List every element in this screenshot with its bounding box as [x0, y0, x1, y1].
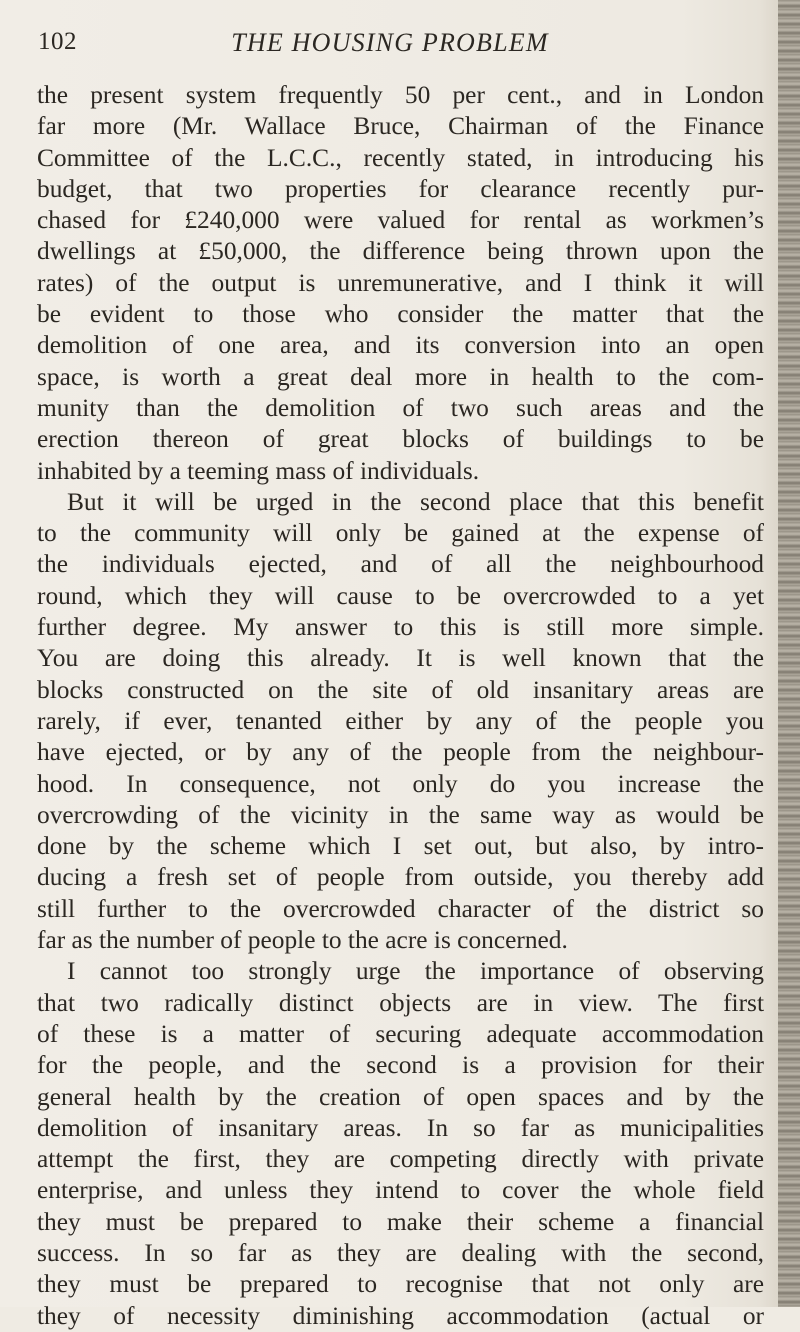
text-line: Committee of the L.C.C., recently stated, in introducing his [37, 143, 764, 172]
text-line: still further to the overcrowded character of the district so [37, 894, 764, 923]
paragraph-end-line: inhabited by a teeming mass of individuals. [37, 456, 480, 485]
text-line: demolition of one area, and its conversion into an open [37, 331, 764, 360]
text-line: You are doing this already. It is well known that the [37, 644, 764, 673]
text-line: overcrowding of the vicinity in the same way as would be [37, 800, 764, 829]
paragraph-end-line: far as the number of people to the acre is concerned. [37, 926, 568, 955]
page-number: 102 [38, 28, 77, 55]
text-line: ducing a fresh set of people from outside, you thereby add [37, 863, 764, 892]
text-line: they of necessity diminishing accommodation (actual or [37, 1301, 764, 1330]
paragraph-start-line: But it will be urged in the second place that this benefit [67, 487, 764, 516]
text-line: that two radically distinct objects are in view. The first [37, 988, 764, 1017]
page-header [0, 28, 800, 68]
text-line: success. In so far as they are dealing with the second, [37, 1238, 764, 1267]
text-line: round, which they will cause to be overcrowded to a yet [37, 581, 764, 610]
page-edge [778, 0, 800, 1307]
text-line: blocks constructed on the site of old insanitary areas are [37, 675, 764, 704]
text-line: of these is a matter of securing adequate accommodation [37, 1019, 764, 1048]
text-line: far more (Mr. Wallace Bruce, Chairman of the Finance [37, 112, 764, 141]
text-line: rates) of the output is unremunerative, and I think it will [37, 268, 764, 297]
text-line: munity than the demolition of two such areas and the [37, 393, 764, 422]
text-line: space, is worth a great deal more in health to the com- [37, 362, 764, 391]
body-text [37, 80, 764, 1332]
text-line: attempt the first, they are competing directly with private [37, 1145, 764, 1174]
text-line: the individuals ejected, and of all the neighbourhood [37, 550, 764, 579]
text-line: they must be prepared to recognise that not only are [37, 1270, 764, 1299]
text-line: have ejected, or by any of the people from the neighbour- [37, 738, 764, 767]
text-line: be evident to those who consider the matter that the [37, 300, 764, 329]
text-line: demolition of insanitary areas. In so far as municipalities [37, 1113, 764, 1142]
text-line: done by the scheme which I set out, but also, by intro- [37, 832, 764, 861]
text-line: rarely, if ever, tenanted either by any of the people you [37, 706, 764, 735]
text-line: budget, that two properties for clearance recently pur- [37, 174, 764, 203]
text-line: the present system frequently 50 per cent., and in London [37, 81, 764, 109]
running-head: THE HOUSING PROBLEM [231, 28, 549, 57]
text-line: general health by the creation of open spaces and by the [37, 1082, 764, 1111]
paragraph-start-line: I cannot too strongly urge the importance of observing [67, 957, 764, 986]
text-line: dwellings at £50,000, the difference being thrown upon the [37, 237, 764, 266]
text-line: enterprise, and unless they intend to cover the whole field [37, 1176, 764, 1205]
text-line: further degree. My answer to this is still more simple. [37, 613, 764, 642]
text-line: they must be prepared to make their scheme a financial [37, 1207, 764, 1236]
text-line: for the people, and the second is a provision for their [37, 1051, 764, 1080]
text-line: to the community will only be gained at the expense of [37, 519, 764, 548]
text-line: hood. In consequence, not only do you increase the [37, 769, 764, 798]
text-line: chased for £240,000 were valued for rental as workmen’s [37, 206, 764, 235]
text-line: erection thereon of great blocks of buildings to be [37, 425, 764, 454]
